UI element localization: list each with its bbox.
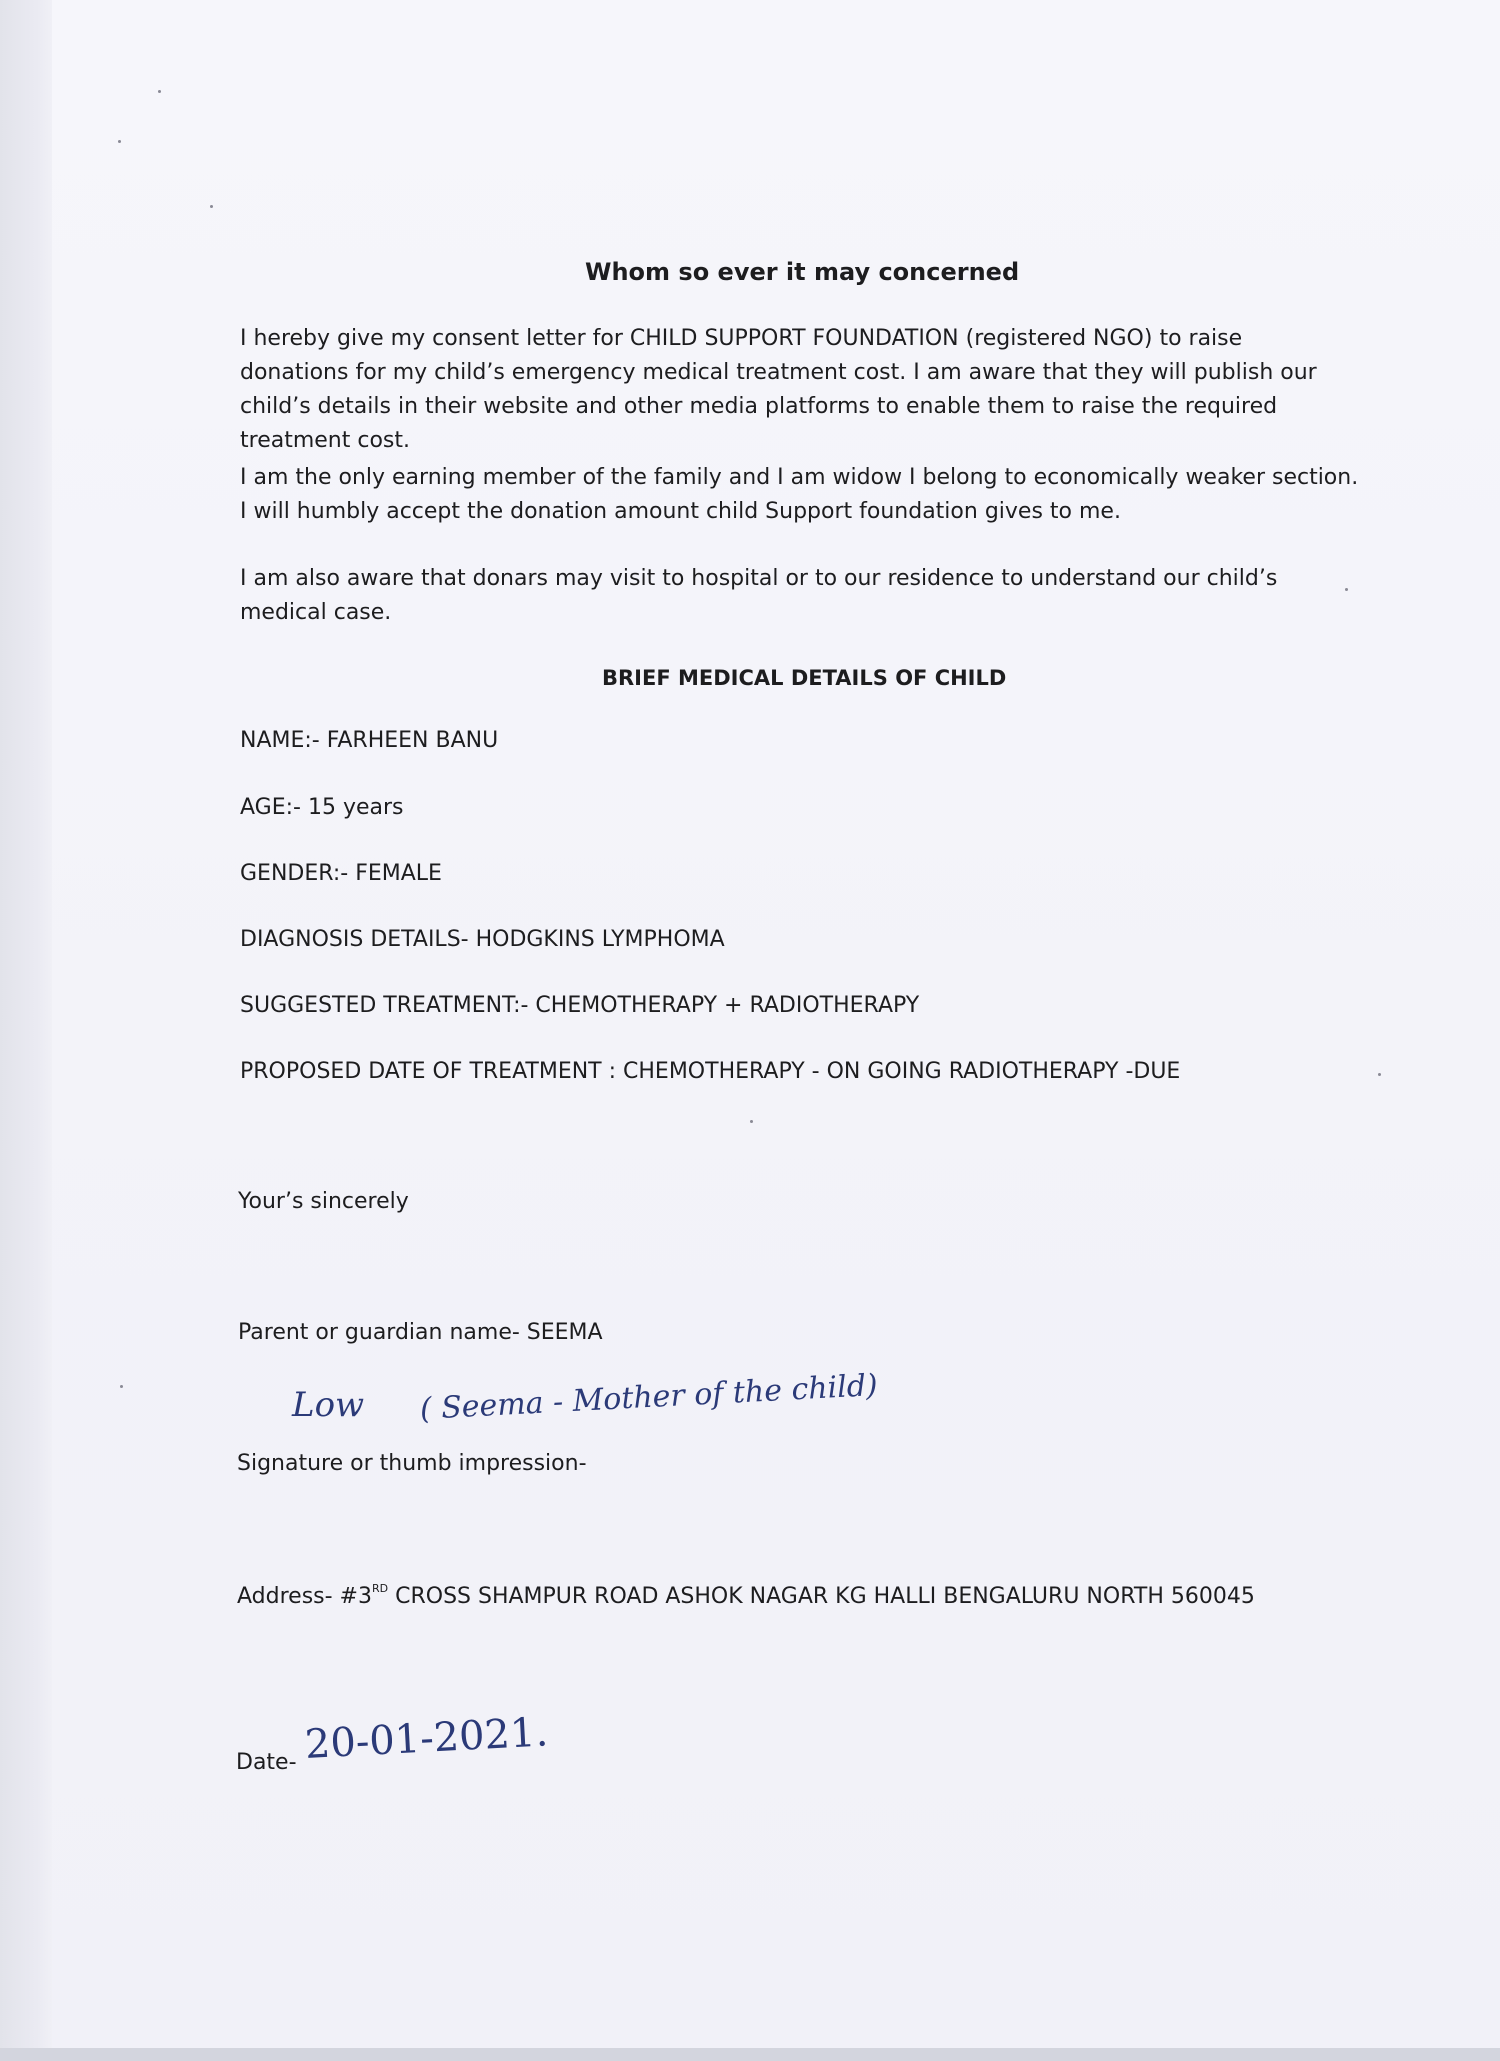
detail-name: NAME:- FARHEEN BANU <box>240 728 499 753</box>
scan-speck <box>118 140 121 143</box>
scan-left-edge <box>0 0 52 2061</box>
paragraph-income: I am the only earning member of the family and I am widow I belong to economically weaker section. I will humbly accept the donation amount child Support foundation gives to me. <box>240 465 1359 524</box>
paragraph-visit: I am also aware that donars may visit to hospital or to our residence to understand our child’s medical case. <box>240 566 1278 625</box>
address-prefix: Address- #3 <box>237 1584 372 1609</box>
paragraph-consent: I hereby give my consent letter for CHILD SUPPORT FOUNDATION (registered NGO) to raise donations for my child’s emergency medical treatment cost. I am aware that they will publish our child’s details in their website and other media platforms to enable them to raise the required treatment cost. <box>240 326 1317 453</box>
handwritten-signature-note: ( Seema - Mother of the child) <box>419 1368 879 1427</box>
scan-speck <box>750 1120 753 1123</box>
scan-speck <box>158 90 161 93</box>
address-superscript: RD <box>371 1582 389 1595</box>
date-label: Date- <box>236 1750 297 1775</box>
scan-speck <box>120 1385 123 1388</box>
address-rest: CROSS SHAMPUR ROAD ASHOK NAGAR KG HALLI BENGALURU NORTH 560045 <box>388 1584 1255 1609</box>
paper-sheet <box>52 0 1500 2048</box>
detail-proposed-date: PROPOSED DATE OF TREATMENT : CHEMOTHERAPY - ON GOING RADIOTHERAPY -DUE <box>240 1059 1181 1084</box>
signature-label: Signature or thumb impression- <box>237 1451 587 1476</box>
detail-gender: GENDER:- FEMALE <box>240 861 442 886</box>
detail-treatment: SUGGESTED TREATMENT:- CHEMOTHERAPY + RADIOTHERAPY <box>240 993 920 1018</box>
scan-speck <box>1378 1073 1381 1076</box>
scan-bottom-edge <box>0 2048 1500 2061</box>
guardian-name: Parent or guardian name- SEEMA <box>238 1320 603 1345</box>
letter-title: Whom so ever it may concerned <box>585 258 1020 286</box>
address <box>237 1584 1255 1609</box>
closing-text: Your’s sincerely <box>238 1189 409 1214</box>
section-heading: BRIEF MEDICAL DETAILS OF CHILD <box>602 666 1007 690</box>
detail-diagnosis: DIAGNOSIS DETAILS- HODGKINS LYMPHOMA <box>240 927 725 952</box>
handwritten-date: 20-01-2021. <box>303 1709 550 1768</box>
handwritten-signature: Low <box>292 1385 365 1425</box>
detail-age: AGE:- 15 years <box>240 795 404 820</box>
scan-speck <box>210 205 213 208</box>
